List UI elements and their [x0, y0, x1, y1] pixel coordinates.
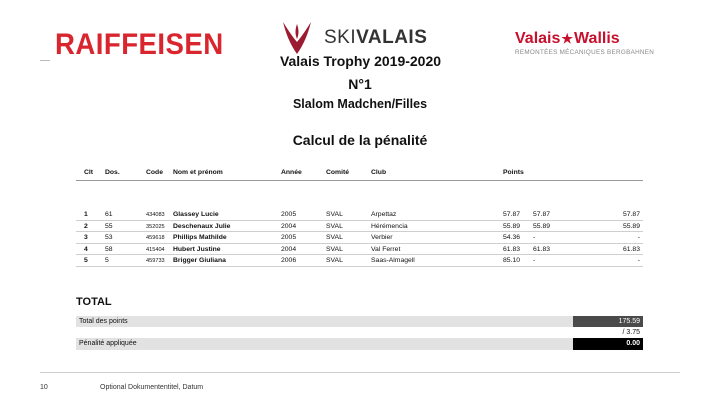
- skivalais-wordmark: SKIVALAIS: [324, 27, 428, 48]
- cell-name: Deschenaux Julie: [173, 222, 231, 230]
- header-clt: Clt: [84, 169, 94, 176]
- valais-wallis-subtitle: REMONTÉES MÉCANIQUES BERGBAHNEN: [515, 49, 655, 56]
- footer-text: Optional Dokumententitel, Datum: [100, 384, 204, 391]
- cell-points: 55.89: [503, 222, 521, 230]
- cell-clt: 2: [84, 222, 88, 230]
- cell-annee: 2005: [281, 234, 297, 241]
- header-points: Points: [503, 169, 524, 176]
- skivalais-emblem-icon: [280, 20, 314, 56]
- table-header: [76, 167, 643, 181]
- cell-points: 54.36: [503, 234, 521, 241]
- cell-club: Val Ferret: [371, 245, 401, 253]
- cell-code: 459733: [146, 258, 165, 264]
- total-heading: TOTAL: [76, 296, 112, 308]
- cell-points: 85.10: [503, 257, 521, 264]
- header-code: Code: [146, 169, 163, 176]
- cell-name: Glassey Lucie: [173, 211, 219, 218]
- footer-divider: [40, 372, 680, 373]
- penalty-row: [76, 338, 643, 350]
- header-name: Nom et prénom: [173, 169, 223, 176]
- cell-clt: 4: [84, 245, 88, 253]
- cell-points-retained: 55.89: [533, 222, 551, 230]
- cell-points-final: 57.87: [622, 211, 640, 218]
- cell-dos: 61: [105, 211, 113, 218]
- cell-annee: 2004: [281, 245, 297, 253]
- race-category: Slalom Madchen/Filles: [292, 97, 428, 111]
- cell-name: Phillips Mathilde: [173, 234, 227, 241]
- cell-name: Brigger Giuliana: [173, 257, 226, 264]
- document-title: Valais Trophy 2019-2020: [279, 53, 442, 69]
- star-icon: ★: [561, 31, 574, 46]
- header-dos: Dos.: [105, 169, 120, 176]
- cell-annee: 2004: [281, 222, 297, 230]
- cell-code: 415404: [146, 246, 165, 253]
- page-number: 10: [40, 384, 48, 391]
- cell-clt: 3: [84, 234, 88, 241]
- valais-wallis-wordmark: Valais ★ Wallis: [515, 30, 620, 47]
- skivalais-logo: [280, 20, 427, 56]
- cell-annee: 2005: [281, 211, 297, 218]
- header-annee: Année: [281, 169, 302, 176]
- cell-dos: 53: [105, 234, 113, 241]
- table-row: [76, 255, 643, 267]
- cell-comite: SVAL: [326, 234, 343, 241]
- cell-club: Arpettaz: [371, 211, 397, 218]
- cell-club: Verbier: [371, 234, 393, 241]
- cell-dos: 58: [105, 245, 113, 253]
- cell-points: 57.87: [503, 211, 521, 218]
- divisor-value: / 3.75: [622, 329, 640, 336]
- cell-annee: 2006: [281, 257, 297, 264]
- cell-code: 459618: [146, 235, 165, 241]
- cell-points-retained: 61.83: [533, 245, 551, 253]
- table-row: [76, 232, 643, 244]
- cell-club: Saas-Almagell: [371, 257, 415, 264]
- total-points-value: 175.59: [573, 316, 643, 327]
- cell-points-retained: 57.87: [533, 211, 551, 218]
- table-row: [76, 244, 643, 256]
- cell-dos: 5: [105, 257, 109, 264]
- cell-points-final: 61.83: [622, 245, 640, 253]
- cell-code: 352025: [146, 223, 165, 230]
- cell-points: 61.83: [503, 245, 521, 253]
- cell-name: Hubert Justine: [173, 245, 221, 253]
- results-table: [76, 167, 643, 267]
- cell-comite: SVAL: [326, 211, 343, 218]
- table-row: [76, 221, 643, 233]
- cell-code: 434083: [146, 212, 165, 218]
- divisor-row: [76, 327, 643, 338]
- penalty-label: Pénalité appliquée: [79, 340, 137, 347]
- cell-club: Hérémencia: [371, 222, 408, 230]
- cell-clt: 5: [84, 257, 88, 264]
- cell-points-final: -: [637, 257, 640, 264]
- cell-points-retained: -: [533, 234, 536, 241]
- cell-comite: SVAL: [326, 222, 343, 230]
- cell-points-retained: -: [533, 257, 536, 264]
- total-points-row: [76, 316, 643, 327]
- section-title: Calcul de la pénalité: [292, 132, 428, 148]
- table-spacer: [76, 181, 643, 209]
- cell-points-final: -: [637, 234, 640, 241]
- cell-points-final: 55.89: [622, 222, 640, 230]
- raiffeisen-logo: RAIFFEISEN: [55, 28, 224, 61]
- race-number: N°1: [348, 76, 372, 92]
- cell-comite: SVAL: [326, 245, 343, 253]
- table-row: [76, 209, 643, 221]
- header-comite: Comité: [326, 169, 350, 176]
- cell-comite: SVAL: [326, 257, 343, 264]
- total-points-label: Total des points: [79, 318, 128, 325]
- cell-clt: 1: [84, 211, 88, 218]
- cell-dos: 55: [105, 222, 113, 230]
- penalty-value: 0.00: [573, 338, 643, 350]
- header-club: Club: [371, 169, 387, 176]
